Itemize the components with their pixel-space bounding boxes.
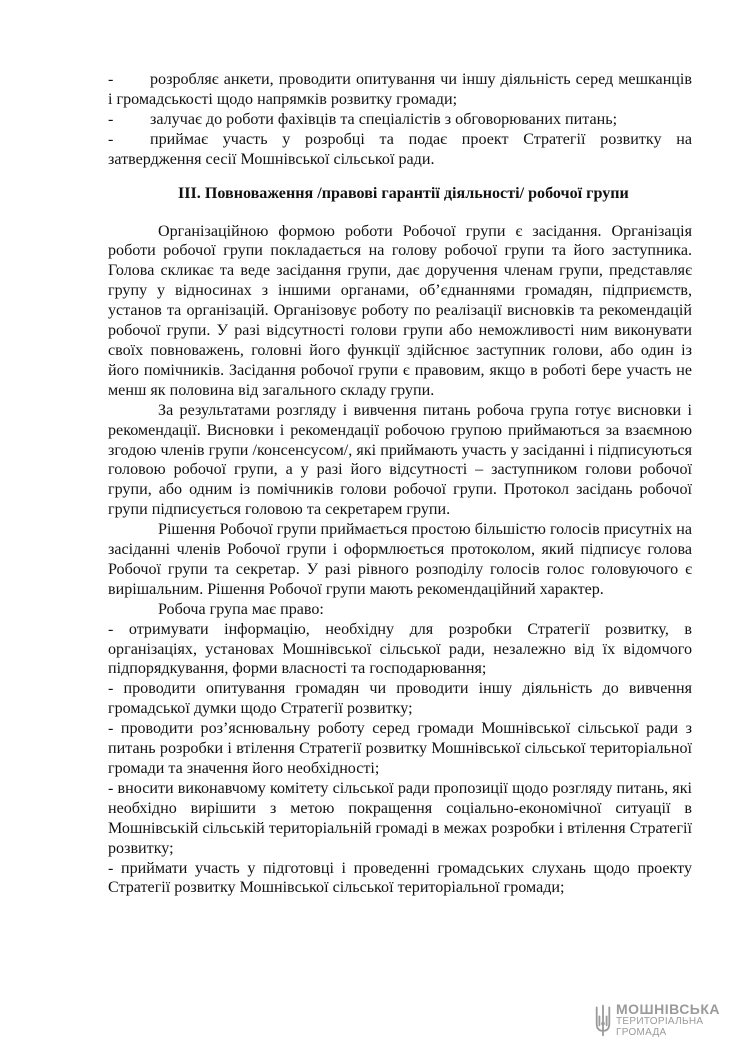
logo-line3: ГРОМАДА: [616, 1027, 667, 1038]
rights-item: - вносити виконавчому комітету сільської ради пропозиції щодо розгляду питань, які необхідно вирішити з метою покращення соціально-економічної ситуації в Мошнівській сільській територіальній громаді в межах розробки і втілення Стратегії розвитку;: [108, 779, 692, 857]
list-dash: -: [108, 110, 114, 128]
community-logo: [594, 998, 734, 1042]
logo-line2: ТЕРИТОРІАЛЬНА: [616, 1016, 704, 1027]
trident-icon: [594, 1003, 612, 1037]
logo-title: МОШНІВСЬКА: [616, 1001, 721, 1017]
paragraph: Робоча група має право:: [158, 600, 324, 618]
list-item: [108, 70, 692, 110]
list-item: [108, 110, 692, 130]
list-item-text: залучає до роботи фахівців та спеціалістів з обговорюваних питань;: [150, 110, 618, 128]
rights-item: - отримувати інформацію, необхідну для розробки Стратегії розвитку, в організаціях, установах Мошнівської сільської ради, незалежно від їх відомчого підпорядкування, форми власності та господарювання;: [108, 620, 692, 678]
list-dash: -: [108, 130, 114, 148]
paragraph: За результатами розгляду і вивчення питань робоча група готує висновки і рекомендації. Висновки і рекомендації робочою групою приймаються за взаємною згодою членів групи /консенсусом/, які приймають участь у засіданні і підписуються головою робочої групи, а у разі його відсутності – заступником голови робочої групи, або одним із помічників голови робочої групи. Протокол засідань робочої групи підписується головою та секретарем групи.: [108, 401, 692, 519]
list-item: [108, 130, 692, 170]
rights-item: - проводити опитування громадян чи проводити іншу діяльність до вивчення громадської думки щодо Стратегії розвитку;: [108, 680, 692, 718]
document-page: [108, 70, 692, 898]
logo-text: [616, 1002, 720, 1038]
list-item-text: розробляє анкети, проводити опитування чи іншу діяльність серед мешканців і громадськості щодо напрямків розвитку громади;: [108, 71, 692, 108]
paragraph: Організаційною формою роботи Робочої групи є засідання. Організація роботи робочої групи покладається на голову робочої групи та його заступника. Голова скликає та веде засідання групи, дає доручення членам групи, представляє групу у відносинах з іншими органами, об’єднаннями громадян, підприємств, установ та організацій. Організовує роботу по реалізації висновків та рекомендацій робочої групи. У разі відсутності голови групи або неможливості ним виконувати своїх повноважень, головні його функції здійснює заступник голови, або один із його помічників. Засідання робочої групи є правовим, якщо в роботі бере участь не менш як половина від загального складу групи.: [108, 222, 692, 399]
list-item-text: приймає участь у розробці та подає проект Стратегії розвитку на затвердження сесії Мошнівської сільської ради.: [108, 130, 692, 168]
paragraph: Рішення Робочої групи приймається простою більшістю голосів присутніх на засіданні членів Робочої групи і оформлюється протоколом, який підписує голова Робочої групи та секретар. У разі рівного розподілу голосів голос головуючого є вирішальним. Рішення Робочої групи мають рекомендаційний характер.: [108, 521, 692, 598]
section-heading: ІІІ. Повноваження /правові гарантії діяльності/ робочої групи: [178, 184, 629, 202]
list-dash: -: [108, 71, 114, 88]
rights-item: - проводити роз’яснювальну роботу серед громади Мошнівської сільської ради з питань розробки і втілення Стратегії розвитку Мошнівської сільської територіальної громади та значення його необхідності;: [108, 720, 692, 777]
rights-item: - приймати участь у підготовці і проведенні громадських слухань щодо проекту Стратегії розвитку Мошнівської сільської територіальної громади;: [108, 859, 692, 897]
